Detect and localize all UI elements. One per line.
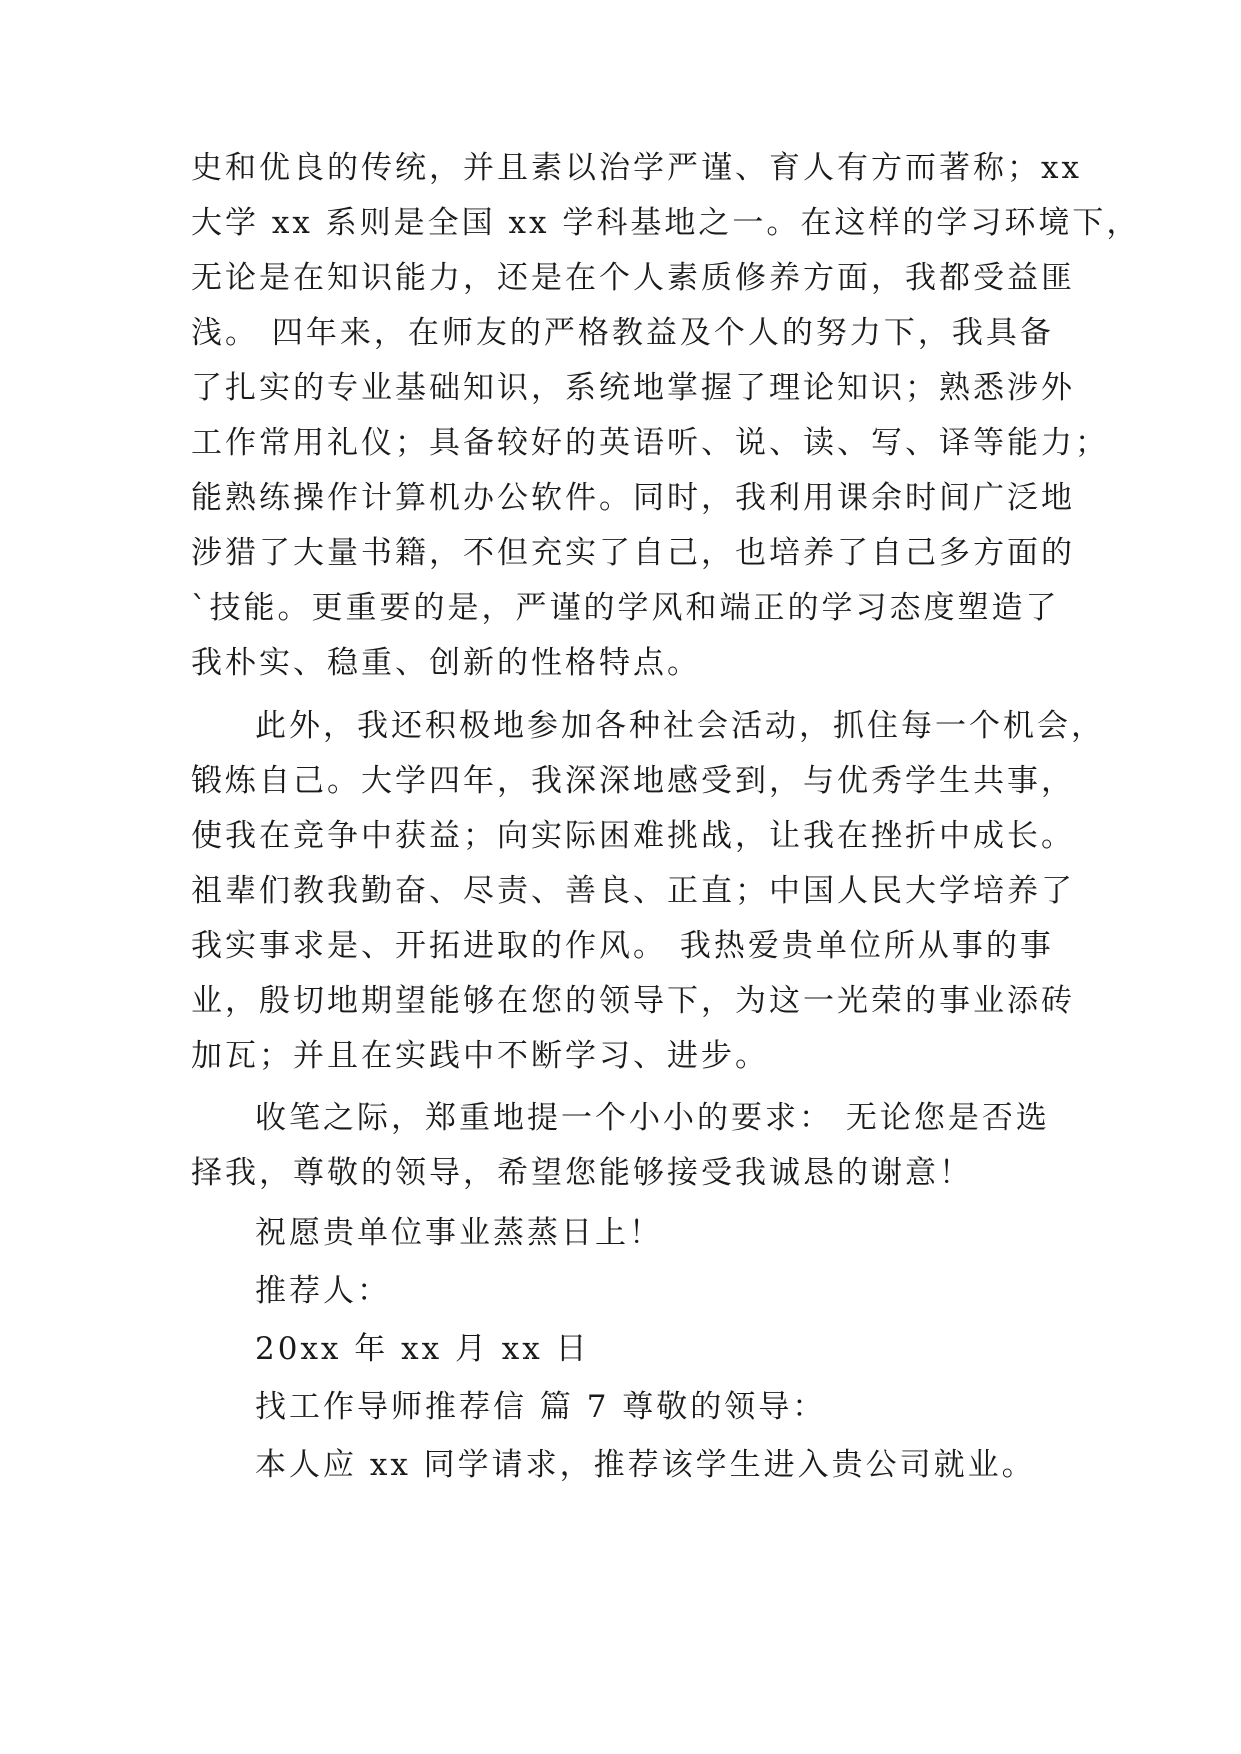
text-line: 加瓦；并且在实践中不断学习、进步。 [191,1038,769,1074]
text-line: 大学 xx 系则是全国 xx 学科基地之一。在这样的学习环境下， [191,205,1141,241]
text-line: 推荐人： [255,1273,391,1309]
text-line: 使我在竞争中获益；向实际困难挑战，让我在挫折中成长。 [191,818,1075,854]
text-line: 找工作导师推荐信 篇 7 尊敬的领导： [255,1389,827,1425]
text-line: 择我，尊敬的领导，希望您能够接受我诚恳的谢意！ [191,1155,973,1191]
text-line: 收笔之际，郑重地提一个小小的要求： 无论您是否选 [255,1100,1050,1136]
text-line: 涉猎了大量书籍，不但充实了自己，也培养了自己多方面的 [191,535,1075,571]
text-line: 无论是在知识能力，还是在个人素质修养方面，我都受益匪 [191,260,1075,296]
text-line: 祝愿贵单位事业蒸蒸日上！ [255,1215,663,1251]
text-line: 工作常用礼仪；具备较好的英语听、说、读、写、译等能力； [191,425,1109,461]
text-line: 此外，我还积极地参加各种社会活动，抓住每一个机会， [255,708,1105,744]
text-line: 本人应 xx 同学请求，推荐该学生进入贵公司就业。 [255,1447,1036,1483]
text-line: 20xx 年 xx 月 xx 日 [255,1331,590,1367]
text-line: 我实事求是、开拓进取的作风。 我热爱贵单位所从事的事 [191,928,1054,964]
text-line: 浅。 四年来，在师友的严格教益及个人的努力下，我具备 [191,315,1054,351]
text-line: 业，殷切地期望能够在您的领导下，为这一光荣的事业添砖 [191,983,1075,1019]
text-line: `技能。更重要的是，严谨的学风和端正的学习态度塑造了 [191,590,1060,626]
text-line: 我朴实、稳重、创新的性格特点。 [191,645,701,681]
text-line: 能熟练操作计算机办公软件。同时，我利用课余时间广泛地 [191,480,1075,516]
text-line: 祖辈们教我勤奋、尽责、善良、正直；中国人民大学培养了 [191,873,1075,909]
text-line: 锻炼自己。大学四年，我深深地感受到，与优秀学生共事， [191,763,1075,799]
text-line: 了扎实的专业基础知识，系统地掌握了理论知识；熟悉涉外 [191,370,1075,406]
text-line: 史和优良的传统，并且素以治学严谨、育人有方而著称；xx [191,150,1082,186]
